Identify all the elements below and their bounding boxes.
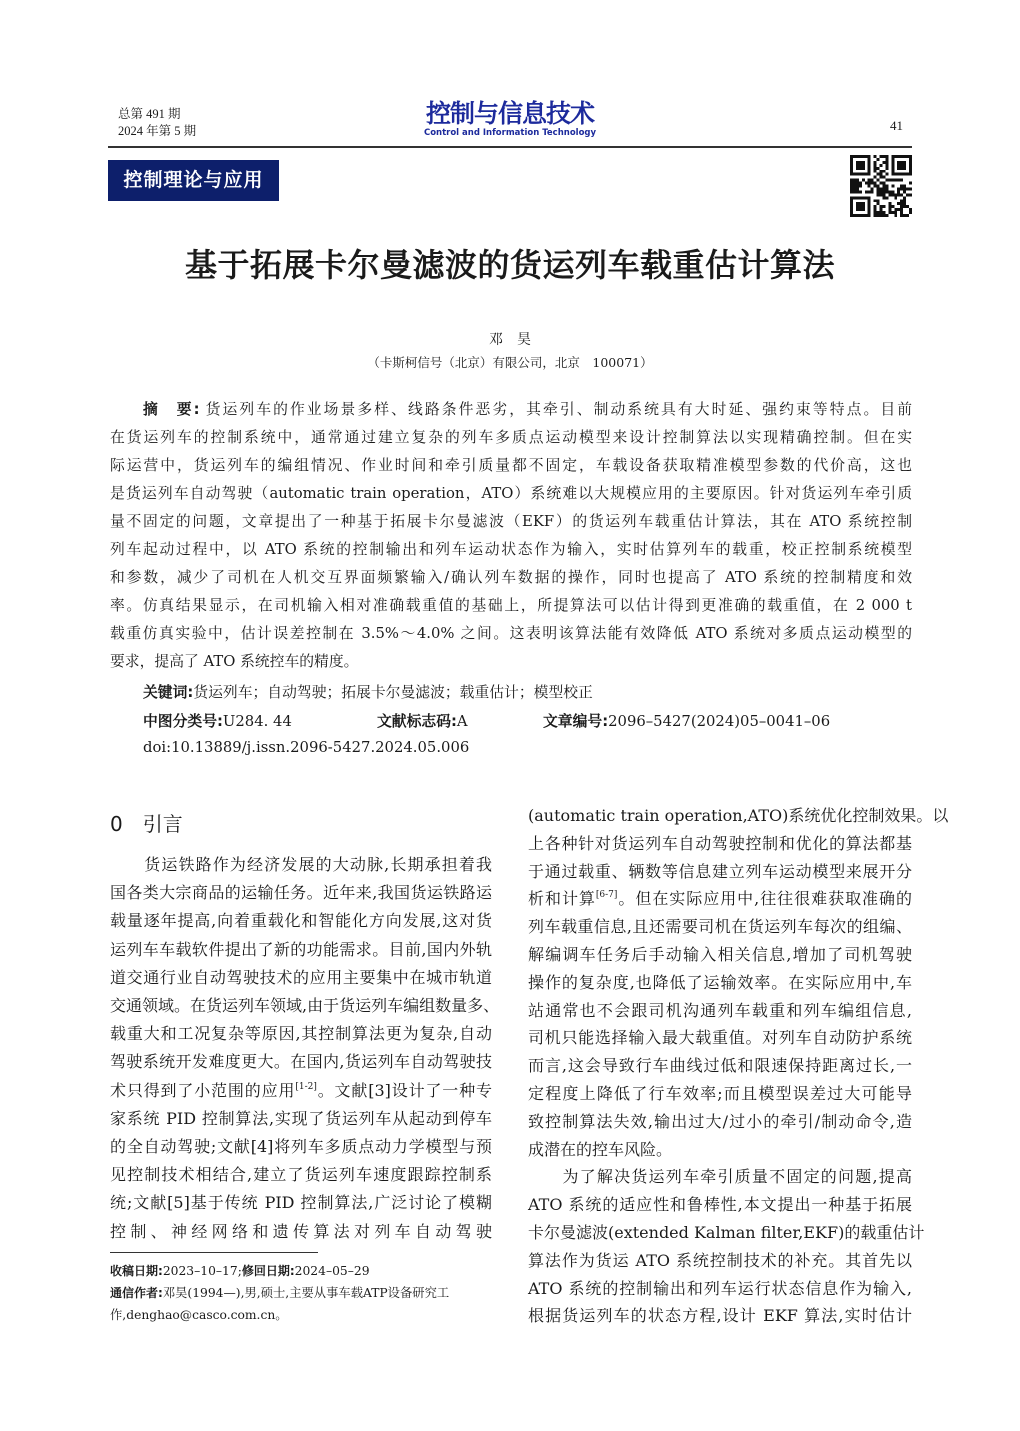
abstract-text: 列车起动过程中，以 ATO 系统的控制输出和列车运动状态作为输入，实时估算列车的载重，校正控制系统模型: [110, 541, 912, 558]
line-text: 定程度上降低了行车效率;而且模型误差过大可能导: [528, 1084, 912, 1103]
abstract-text: 量不固定的问题，文章提出了一种基于拓展卡尔曼滤波（EKF）的货运列车载重估计算法，其在 ATO 系统控制: [110, 513, 912, 530]
line-text: 家系统 PID 控制算法,实现了货运列车从起动到停车: [110, 1108, 492, 1128]
line-text: 见控制技术相结合,建立了货运列车速度跟踪控制系: [110, 1165, 492, 1185]
abstract-text: 际运营中，货运列车的编组情况、作业时间和牵引质量都不固定，车载设备获取精准模型参数的代价高，这也: [110, 457, 912, 474]
paragraph-line: [110, 1222, 492, 1242]
footnote-dates: [110, 1262, 370, 1279]
line-text: 道交通行业自动驾驶技术的应用主要集中在城市轨道: [110, 967, 492, 987]
abstract-line: [110, 484, 912, 504]
paragraph-line: [110, 1081, 492, 1101]
document-code: [377, 710, 468, 731]
section-heading: 0 引言: [110, 812, 183, 836]
line-text: 载重大和工况复杂等原因,其控制算法更为复杂,自动: [110, 1024, 492, 1044]
received-date: 2023–10–17;: [162, 1264, 242, 1278]
issue-total: 总第 491 期: [118, 107, 181, 121]
abstract-text: 货运列车的作业场景多样、线路条件恶劣，其牵引、制动系统具有大时延、强约束等特点。目前: [203, 401, 912, 418]
affiliation: （卡斯柯信号（北京）有限公司，北京 100071）: [367, 355, 653, 370]
paragraph-line: [110, 1024, 492, 1044]
paragraph-line: [110, 996, 500, 1016]
line-text: 控制、神经网络和遗传算法对列车自动驾驶: [110, 1221, 492, 1241]
paragraph-line: [528, 1251, 912, 1271]
footnote-email: 作,denghao@casco.com.cn。: [110, 1308, 288, 1322]
line-text: 致控制算法失效,输出过大/过小的牵引/制动命令,造: [528, 1111, 912, 1131]
paragraph-line: [528, 1001, 912, 1021]
line-text: 载量逐年提高,向着重载化和智能化方向发展,这对货: [110, 911, 492, 931]
issue-info: [118, 106, 196, 140]
paragraph-line: [110, 1137, 492, 1157]
line-text: 析和计算: [528, 889, 596, 909]
paragraph-line: [528, 1195, 912, 1215]
section-label: 控制理论与应用: [108, 160, 279, 201]
line-text: 交通领域。在货运列车领域,由于货运列车编组数量多、: [110, 996, 500, 1015]
line-text: 货运铁路作为经济发展的大动脉,长期承担着我: [110, 855, 492, 874]
article-title: 基于拓展卡尔曼滤波的货运列车载重估计算法: [184, 246, 835, 284]
revised-label: 修回日期:: [241, 1264, 295, 1278]
header-rule: [108, 146, 912, 148]
line-text: 。但在实际应用中,往往很难获取准确的: [617, 889, 912, 909]
paragraph-line: [528, 1140, 912, 1160]
paragraph-line: [110, 1109, 492, 1129]
abstract-label: 摘 要:: [143, 401, 200, 418]
paragraph-line: [528, 1056, 912, 1076]
abstract-text: 和参数，减少了司机在人机交互界面频繁输入/确认列车数据的操作，同时也提高了 ATO 系统的控制精度和效: [110, 569, 912, 586]
paragraph-line: [110, 1193, 492, 1213]
abstract-text: 率。仿真结果显示，在司机输入相对准确载重值的基础上，所提算法可以估计得到更准确的载重值，在 2 000 t: [110, 597, 912, 614]
received-label: 收稿日期:: [110, 1264, 163, 1278]
paragraph-line: [528, 834, 912, 854]
line-text: 解编调车任务后手动输入相关信息,增加了司机驾驶: [528, 945, 912, 964]
page-number: 41: [890, 118, 903, 133]
abstract-line: [110, 652, 912, 672]
line-text: 站通常也不会跟司机沟通列车载重和列车编组信息,: [528, 1000, 912, 1020]
paragraph-line: [528, 1279, 912, 1299]
abstract-line: [110, 624, 912, 644]
line-text: 国各类大宗商品的运输任务。近年来,我国货运铁路运: [110, 883, 492, 903]
abstract-line: [110, 428, 912, 448]
paragraph-line: [528, 1306, 912, 1326]
paragraph-line: [110, 855, 492, 875]
line-text: 上各种针对货运列车自动驾驶控制和优化的算法都基: [528, 833, 912, 853]
footnote-rule: [110, 1252, 318, 1253]
line-text: ATO 系统的适应性和鲁棒性,本文提出一种基于拓展: [528, 1195, 912, 1215]
qr-code-icon: [850, 155, 912, 217]
line-text: 。文献[3]设计了一种专: [316, 1080, 492, 1100]
line-text: ATO 系统的控制输出和列车运行状态信息作为输入,: [528, 1278, 912, 1298]
line-text: 卡尔曼滤波(extended Kalman filter,EKF)的载重估计: [528, 1223, 925, 1242]
journal-logo: [414, 100, 606, 139]
author: 邓 昊: [489, 332, 531, 348]
doi[interactable]: doi:10.13889/j.issn.2096-5427.2024.05.006: [143, 739, 470, 756]
line-text: 为了解决货运列车牵引质量不固定的问题,提高: [528, 1167, 912, 1187]
abstract-text: 在货运列车的控制系统中，通常通过建立复杂的列车多质点运动模型来设计控制算法以实现精确控制。但在实: [110, 429, 912, 446]
article-no-label: 文章编号:: [543, 713, 609, 730]
paragraph-line: [528, 917, 912, 937]
journal-logo-cn: 控制与信息技术: [425, 99, 594, 128]
paragraph-line: [110, 940, 492, 960]
paragraph-line: [528, 806, 949, 826]
paragraph-line: [110, 968, 492, 988]
abstract-text: 载重仿真实验中，估计误差控制在 3.5%～4.0% 之间。这表明该算法能有效降低 ATO 系统对多质点运动模型的: [110, 625, 912, 642]
paragraph-line: [110, 883, 492, 903]
line-text: 术只得到了小范围的应用: [110, 1080, 296, 1100]
article-no-value: 2096–5427(2024)05–0041–06: [608, 713, 831, 730]
abstract-line: [110, 540, 912, 560]
abstract-line: [143, 400, 912, 420]
citation: [1-2]: [295, 1081, 317, 1092]
paragraph-line: [528, 1112, 912, 1132]
paragraph-line: [528, 889, 912, 909]
keywords-value: 货运列车；自动驾驶；拓展卡尔曼滤波；载重估计；模型校正: [193, 684, 593, 701]
abstract-line: [110, 596, 912, 616]
line-text: 司机只能选择输入最大载重值。对列车自动防护系统: [528, 1028, 912, 1048]
footnote-author: [110, 1283, 449, 1301]
paragraph-line: [528, 862, 912, 882]
line-text: 算法作为货运 ATO 系统控制技术的补充。其首先以: [528, 1250, 912, 1270]
clc-label: 中图分类号:: [143, 713, 223, 730]
line-text: 的全自动驾驶;文献[4]将列车多质点动力学模型与预: [110, 1137, 492, 1156]
line-text: 于通过载重、辆数等信息建立列车运动模型来展开分: [528, 861, 912, 881]
abstract-line: [110, 456, 912, 476]
paragraph-line: [110, 911, 492, 931]
citation: [6-7]: [595, 890, 618, 901]
keywords-label: 关键词:: [143, 684, 194, 701]
paragraph-line: [528, 945, 912, 965]
paragraph-line: [528, 1084, 912, 1104]
corresponding-author-label: 通信作者:: [110, 1286, 163, 1300]
paragraph-line: [528, 1028, 912, 1048]
line-text: 根据货运列车的状态方程,设计 EKF 算法,实时估计: [528, 1306, 912, 1326]
paragraph-line: [528, 973, 912, 993]
keywords: [143, 681, 593, 702]
doc-code-label: 文献标志码:: [377, 713, 457, 730]
paragraph-line: [110, 1052, 492, 1072]
line-text: (automatic train operation,ATO)系统优化控制效果。以: [528, 806, 949, 825]
corresponding-author-info: 邓昊(1994—),男,硕士,主要从事车载ATP设备研究工: [162, 1286, 450, 1300]
abstract-line: [110, 568, 912, 588]
line-text: 列车载重信息,且还需要司机在货运列车每次的组编、: [528, 917, 912, 937]
clc-value: U284. 44: [222, 713, 292, 730]
doc-code-value: A: [456, 713, 468, 730]
paragraph-line: [528, 1167, 912, 1187]
abstract-line: [110, 512, 912, 532]
line-text: 而言,这会导致行车曲线过低和限速保持距离过长,一: [528, 1056, 912, 1076]
line-text: 成潜在的控车风险。: [528, 1139, 673, 1159]
abstract-text: 是货运列车自动驾驶（automatic train operation，ATO）系统难以大规模应用的主要原因。针对货运列车牵引质: [110, 485, 912, 502]
revised-date: 2024–05–29: [294, 1264, 370, 1278]
journal-logo-en: Control and Information Technology: [423, 128, 597, 138]
paragraph-line: [110, 1165, 492, 1185]
line-text: 运列车车载软件提出了新的功能需求。目前,国内外轨: [110, 939, 492, 959]
line-text: 统;文献[5]基于传统 PID 控制算法,广泛讨论了模糊: [110, 1193, 492, 1213]
issue-year: 2024 年第 5 期: [118, 124, 197, 138]
line-text: 驾驶系统开发难度更大。在国内,货运列车自动驾驶技: [110, 1052, 492, 1072]
clc-number: [143, 710, 292, 731]
line-text: 操作的复杂度,也降低了运输效率。在实际应用中,车: [528, 972, 912, 992]
abstract-text: 要求，提高了 ATO 系统控车的精度。: [110, 653, 359, 670]
paragraph-line: [528, 1223, 925, 1243]
article-number: [543, 710, 830, 731]
